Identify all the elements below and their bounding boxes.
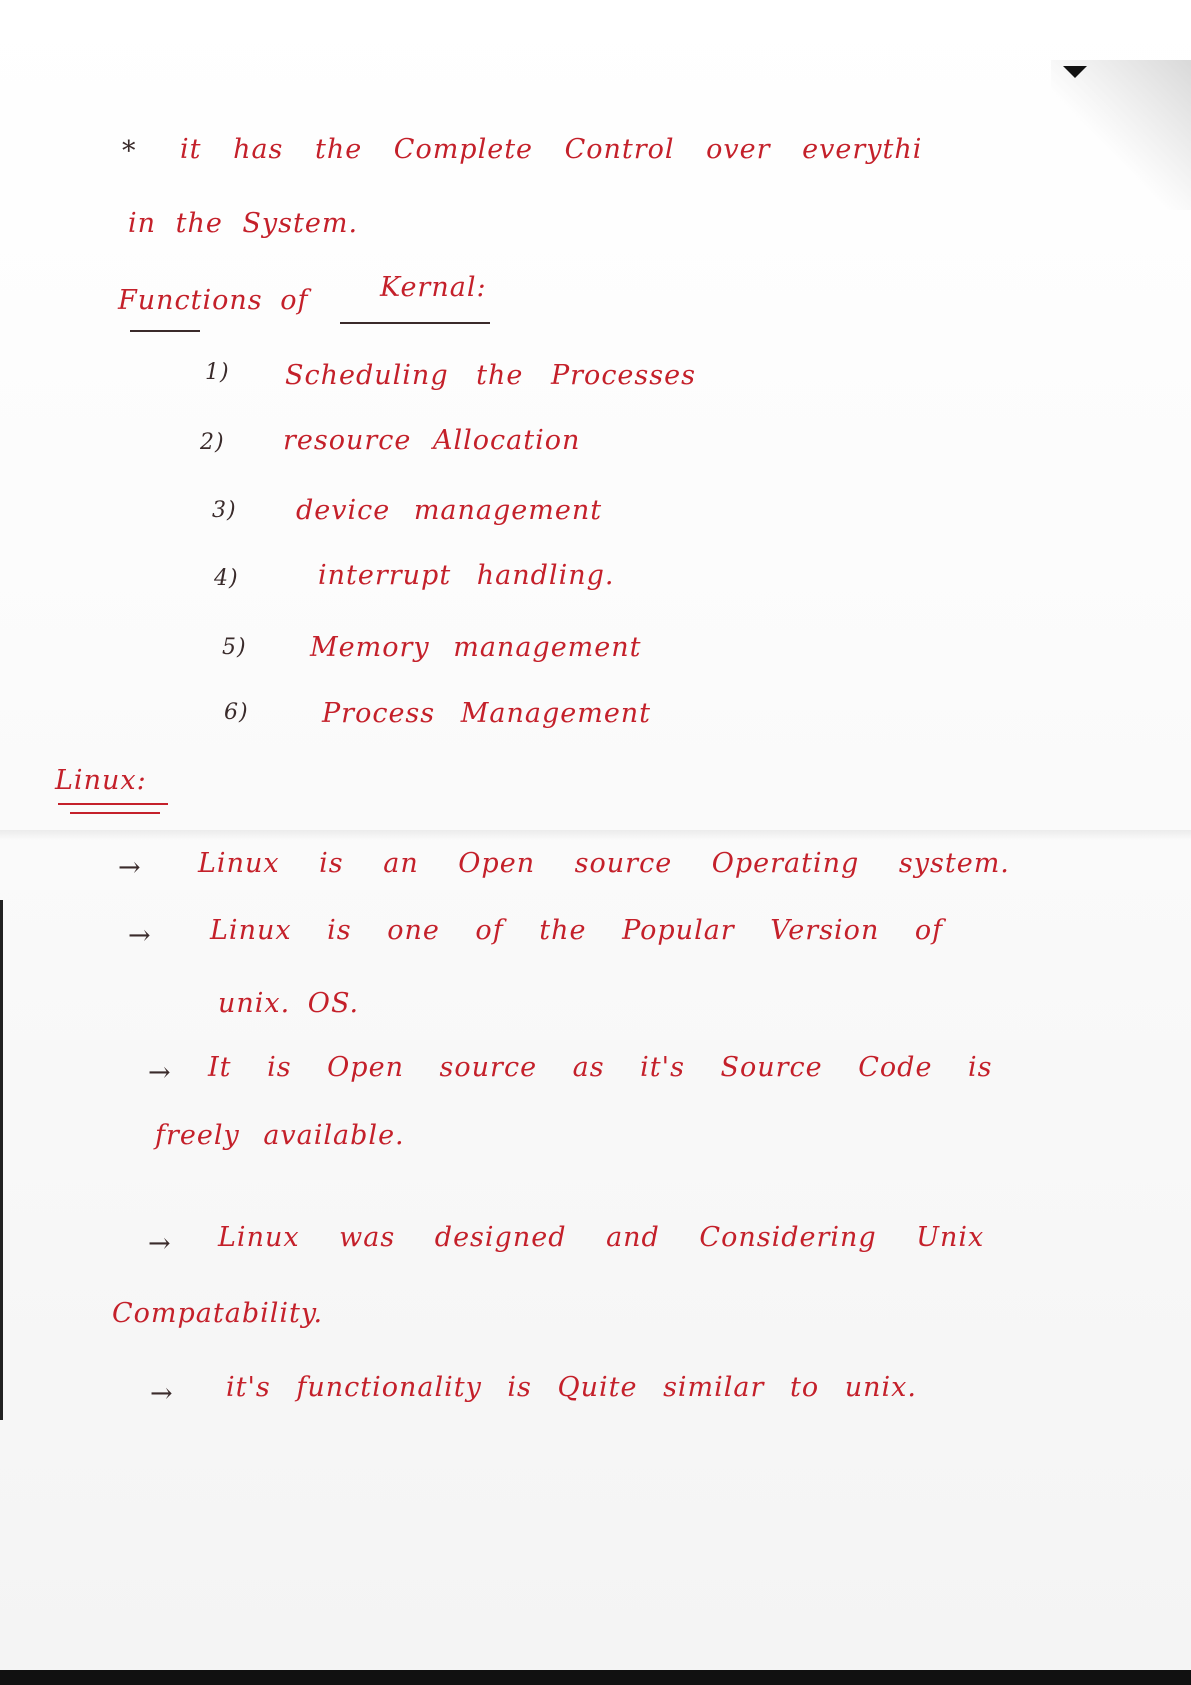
- function-item: Memory management: [310, 632, 642, 663]
- page-corner-fold: [1051, 60, 1191, 210]
- linux-heading-underline-1: [58, 803, 168, 805]
- heading-underline-1: [130, 330, 200, 332]
- function-item: Process Management: [322, 698, 652, 729]
- page-fold-shadow: [0, 830, 1191, 840]
- point-arrow: →: [150, 1378, 174, 1409]
- function-number: 4): [214, 566, 239, 591]
- point-line: Linux is an Open source Operating system.: [198, 848, 1010, 879]
- linux-heading-underline-2: [70, 812, 160, 814]
- intro-line-1: it has the Complete Control over everythi: [180, 134, 923, 165]
- function-item: Scheduling the Processes: [285, 360, 696, 391]
- point-arrow: →: [118, 852, 142, 883]
- point-line: It is Open source as it's Source Code is: [208, 1052, 993, 1083]
- intro-bullet: *: [122, 136, 137, 167]
- function-number: 2): [200, 430, 225, 455]
- functions-heading-prefix: Functions of: [118, 285, 309, 316]
- page-bottom-edge: [0, 1670, 1191, 1685]
- functions-heading-word: Kernal:: [380, 272, 487, 303]
- point-arrow: →: [128, 920, 152, 951]
- function-number: 5): [222, 635, 247, 660]
- function-number: 6): [224, 700, 249, 725]
- heading-underline-2: [340, 322, 490, 324]
- point-line: freely available.: [155, 1120, 405, 1151]
- page-left-edge: [0, 900, 3, 1420]
- function-item: device management: [296, 495, 603, 526]
- function-item: resource Allocation: [283, 425, 581, 456]
- intro-line-2: in the System.: [128, 208, 359, 239]
- point-line: Linux is one of the Popular Version of: [210, 915, 944, 946]
- point-line: it's functionality is Quite similar to unix.: [226, 1372, 917, 1403]
- function-item: interrupt handling.: [318, 560, 615, 591]
- point-arrow: →: [148, 1057, 172, 1088]
- linux-heading: Linux:: [55, 765, 147, 796]
- corner-marker: [1063, 66, 1087, 78]
- point-arrow: →: [148, 1228, 172, 1259]
- function-number: 1): [205, 360, 230, 385]
- point-line: unix. OS.: [218, 988, 360, 1019]
- function-number: 3): [212, 498, 237, 523]
- point-line: Compatability.: [112, 1298, 324, 1329]
- point-line: Linux was designed and Considering Unix: [218, 1222, 985, 1253]
